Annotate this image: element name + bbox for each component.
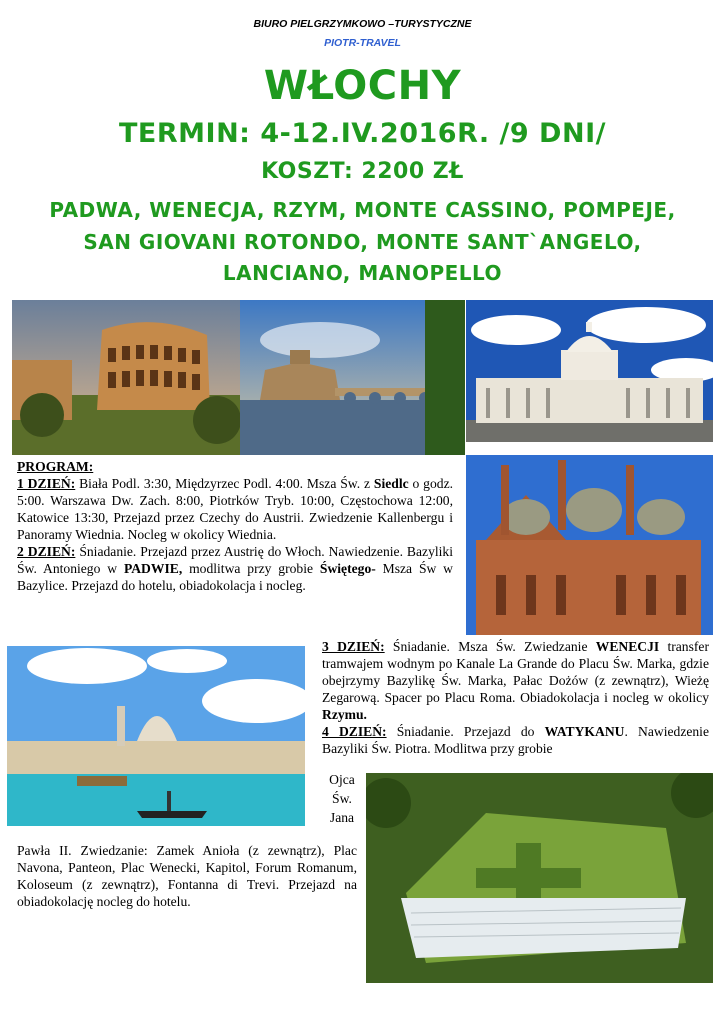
day1-label: 1 DZIEŃ: <box>17 476 76 491</box>
day2-text-c: Msza Św w Bazylice. Przejazd do hotelu, obiadokolacja i nocleg. <box>17 561 454 593</box>
day3-text-b: transfer tramwajem wodnym po Kanale La Grande do Placu Św. Marka, gdzie obejrzymy Bazylikę Św. Marka, Pałac Dożów (z zewnątrz), Wieżę Zegarową. Spacer po Placu Roma. Obiadokolacja i nocleg w okolicy <box>322 639 709 705</box>
day4-word-jana: Jana <box>329 810 355 825</box>
day2-text-bold2: Świętego- <box>319 561 376 576</box>
day3-text-bold2: Rzymu. <box>322 707 367 722</box>
venice-photo <box>7 646 305 826</box>
day2-text-b: modlitwa przy grobie <box>182 561 320 576</box>
day1-text-b: o godz. 5:00. Warszawa Dw. Zach. 8:00, Piotrków Tryb. 10:00, Częstochowa 12:00, Katowice 13:30, Przejazd przez Czechy do Austrii. Zwiedzenie Kallenbergu i Panoramy Wiednia. Nocleg w okolicy Wiednia. <box>17 476 454 542</box>
castel-santangelo-photo <box>240 300 465 455</box>
day4-text-a: Śniadanie. Przejazd do <box>386 724 545 739</box>
day4-word-sw: Św. <box>332 791 352 806</box>
agency-brand: PIOTR-TRAVEL <box>324 37 401 49</box>
day3-text-bold1: WENECJI <box>595 639 660 654</box>
day4-text-b: . Nawiedzenie Bazyliki Św. Piotra. Modlitwa przy grobie <box>322 724 709 756</box>
day3-text-a: Śniadanie. Msza Św. Zwiedzanie <box>384 639 596 654</box>
day2-text-a: Śniadanie. Przejazd przez Austrię do Włoch. Nawiedzenie. Bazyliki Św. Antoniego w <box>17 544 453 576</box>
day2-text-bold1: PADWIE, <box>123 561 183 576</box>
day2-label: 2 DZIEŃ: <box>17 544 76 559</box>
agency-name: BIURO PIELGRZYMKOWO –TURYSTYCZNE <box>253 18 472 30</box>
day4-continuation: Pawła II. Zwiedzanie: Zamek Anioła (z zewnątrz), Plac Navona, Panteon, Plac Wenecki, Kapitol, Forum Romanum, Koloseum (z zewnątrz), Fontanna di Trevi. Przejazd na obiadokolację nocleg do hotelu. <box>17 843 357 909</box>
places-line-3: LANCIANO, MANOPELLO <box>222 261 503 285</box>
page-title: WŁOCHY <box>263 63 462 109</box>
day4-label: 4 DZIEŃ: <box>322 724 387 739</box>
padua-basilica-photo <box>466 455 713 635</box>
day4-word-ojca: Ojca <box>329 772 355 787</box>
trip-cost: KOSZT: 2200 ZŁ <box>261 159 464 184</box>
program-heading: PROGRAM: <box>17 459 94 474</box>
day4-text-bold: WATYKANU <box>544 724 625 739</box>
program-days-1-2 <box>17 458 453 594</box>
trip-term: TERMIN: 4-12.IV.2016R. /9 DNI/ <box>119 118 606 149</box>
day1-text-a: Biała Podl. 3:30, Międzyrzec Podl. 4:00. Msza Św. z <box>75 476 374 491</box>
places-line-2: SAN GIOVANI ROTONDO, MONTE SANT`ANGELO, <box>83 230 642 254</box>
day3-label: 3 DZIEŃ: <box>322 639 385 654</box>
places-line-1: PADWA, WENECJA, RZYM, MONTE CASSINO, POMPEJE, <box>49 198 676 222</box>
monte-cassino-cemetery-photo <box>366 773 713 983</box>
day1-text-bold: Siedlc <box>373 476 409 491</box>
program-days-3-4 <box>322 638 709 757</box>
colosseum-photo <box>12 300 240 455</box>
capitol-dome-photo <box>466 300 713 442</box>
